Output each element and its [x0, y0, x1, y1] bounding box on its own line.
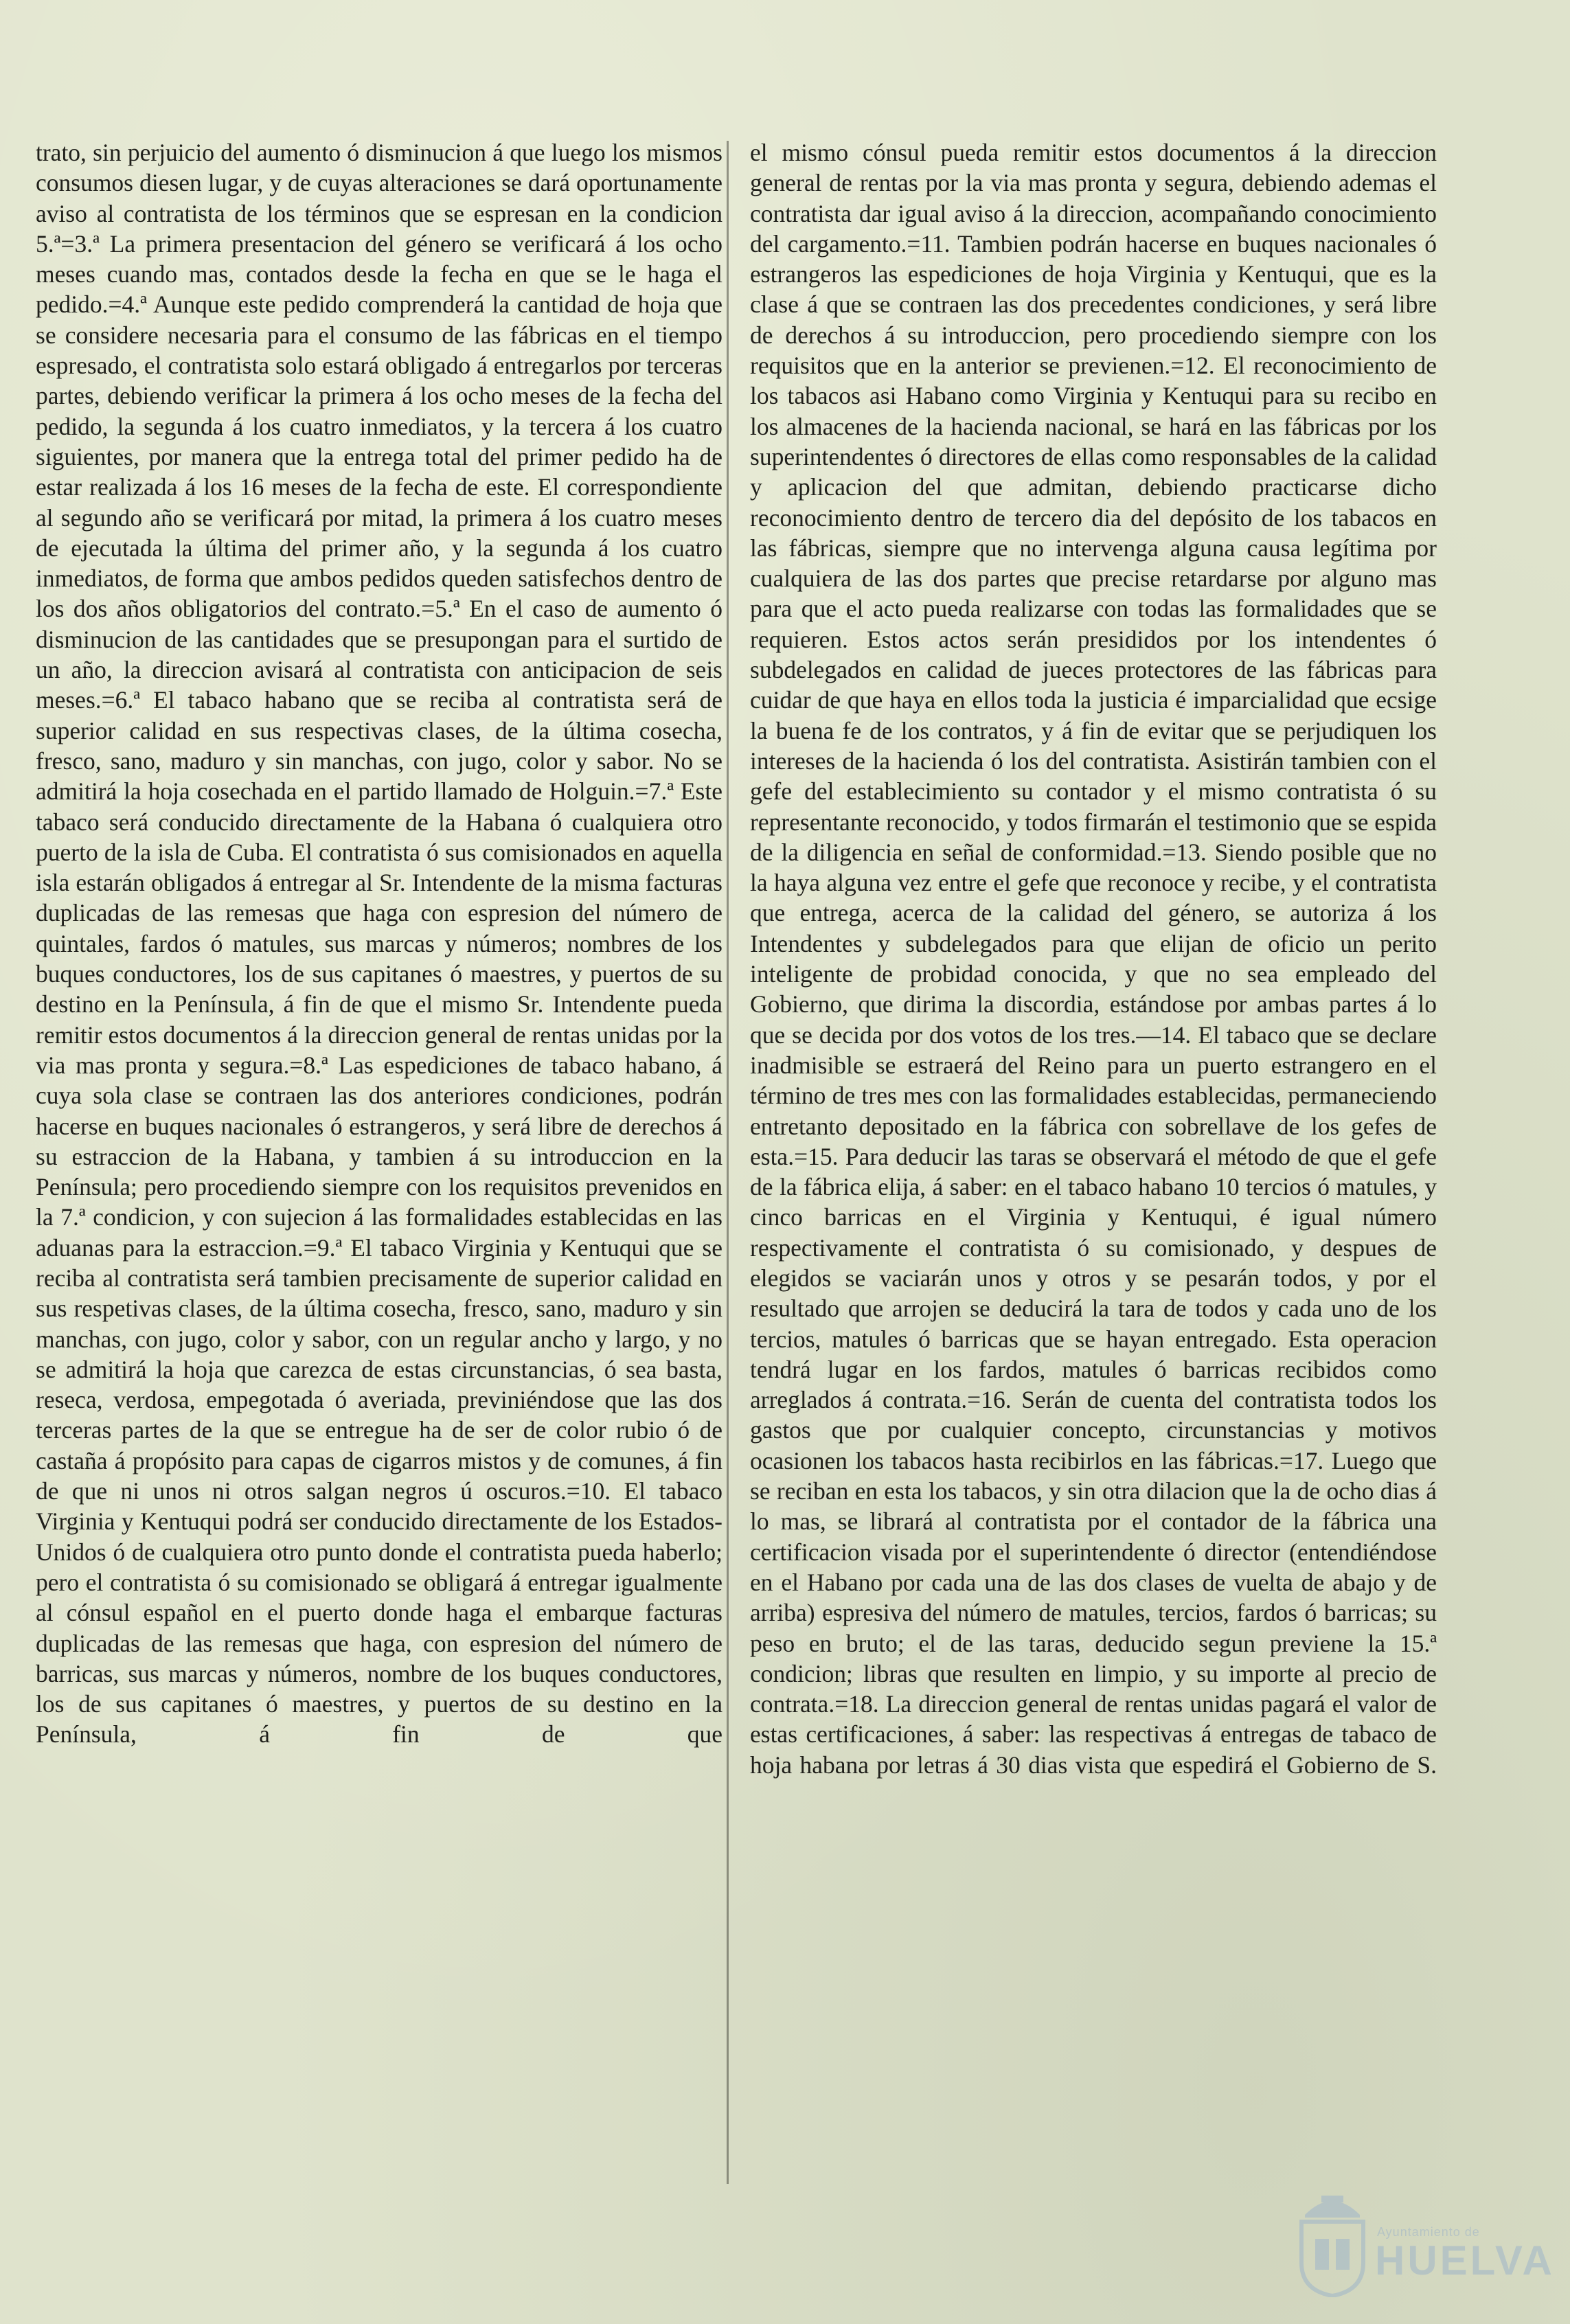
right-column-text: el mismo cónsul pueda remitir estos documentos á la direccion general de rentas por la via mas pronta y segura, debiendo ademas el contratista dar igual aviso á la direccion, acompañando conocimiento del cargamento.=11. Tambien podrán hacerse en buques nacionales ó estrangeros las espediciones de hoja Virginia y Kentuqui, que es la clase á que se contraen las dos precedentes condiciones, y será libre de derechos á su introduccion, pero procediendo siempre con los requisitos que en la anterior se previenen.=12. El reconocimiento de los tabacos asi Habano como Virginia y Kentuqui para su recibo en los almacenes de la hacienda nacional, se hará en las fábricas por los superintendentes ó directores de ellas como responsables de la calidad y aplicacion del que admitan, debiendo practicarse dicho reconocimiento dentro de tercero dia del depósito de los tabacos en las fábricas, siempre que no intervenga alguna causa legítima por cualquiera de las dos partes que precise retardarse por alguno mas para que el acto pueda realizarse con todas las formalidades que se requieren. Estos actos serán presididos por los intendentes ó subdelegados en calidad de jueces protectores de las fábricas para cuidar de que haya en ellos toda la justicia é imparcialidad que ecsige la buena fe de los contratos, y á fin de evitar que se perjudiquen los intereses de la hacienda ó los del contratista. Asistirán tambien con el gefe del establecimiento su contador y el mismo contratista ó su representante reconocido, y todos firmarán el testimonio que se espida de la diligencia en señal de conformidad.=13. Siendo posible que no la haya alguna vez entre el gefe que reconoce y recibe, y el contratista que entrega, acerca de la calidad del género, se autoriza á los Intendentes y subdelegados para que elijan de oficio un perito inteligente de probidad conocida, y que no sea empleado del Gobierno, que dirima la discordia, estándose por ambas partes á lo que se decida por dos votos de los tres.—14. El tabaco que se declare inadmisible se estraerá del Reino para un puerto estrangero en el término de tres mes con las formalidades establecidas, permaneciendo entretanto depositado en la fábrica con sobrellave de los gefes de esta.=15. Para deducir las taras se observará el método de que el gefe de la fábrica elija, á saber: en el tabaco habano 10 tercios ó matules, y cinco barricas en el Virginia y Kentuqui, é igual número respectivamente el contratista ó su comisionado, y despues de elegidos se vaciarán unos y otros y se pesarán todos, y por el resultado que arrojen se deducirá la tara de todos y cada uno de los tercios, matules ó barricas que se hayan entregado. Esta operacion tendrá lugar en los fardos, matules ó barricas recibidos como arreglados á contrata.=16. Serán de cuenta del contratista todos los gastos que por cualquier concepto, circunstancias y motivos ocasionen los tabacos hasta recibirlos en las fábricas.=17. Luego que se reciban en esta los tabacos, y sin otra dilacion que la de ocho dias á lo mas, se librará al contratista por el contador de la fábrica una certificacion visada por el superintendente ó director (entendiéndose en el Habano por cada una de las dos clases de vuelta de abajo y de arriba) espresiva del número de matules, tercios, fardos ó barricas; su peso en bruto; el de las taras, deducido segun previene la 15.ª condicion; libras que resulten en limpio, y su importe al precio de contrata.=18. La direccion general de rentas unidas pagará el valor de estas certificaciones, á saber: las respectivas á entregas de tabaco de hoja habana por letras á 30 dias vista que espedirá el Gobierno de S.: [750, 139, 1437, 1779]
column-divider: [727, 141, 729, 2184]
left-column-text: trato, sin perjuicio del aumento ó disminucion á que luego los mismos consumos diesen lugar, y de cuyas alteraciones se dará oportunamente aviso al contratista de los términos que se espresan en la condicion 5.ª=3.ª La primera presentacion del género se verificará á los ocho meses cuando mas, contados desde la fecha en que se le haga el pedido.=4.ª Aunque este pedido comprenderá la cantidad de hoja que se considere necesaria para el consumo de las fábricas en el tiempo espresado, el contratista solo estará obligado á entregarlos por terceras partes, debiendo verificar la primera á los ocho meses de la fecha del pedido, la segunda á los cuatro inmediatos, y la tercera á los cuatro siguientes, por manera que la entrega total del primer pedido ha de estar realizada á los 16 meses de la fecha de este. El correspondiente al segundo año se verificará por mitad, la primera á los cuatro meses de ejecutada la última del primer año, y la segunda á los cuatro inmediatos, de forma que ambos pedidos queden satisfechos dentro de los dos años obligatorios del contrato.=5.ª En el caso de aumento ó disminucion de las cantidades que se presupongan para el surtido de un año, la direccion avisará al contratista con anticipacion de seis meses.=6.ª El tabaco habano que se reciba al contratista será de superior calidad en sus respectivas clases, de la última cosecha, fresco, sano, maduro y sin manchas, con jugo, color y sabor. No se admitirá la hoja cosechada en el partido llamado de Holguin.=7.ª Este tabaco será conducido directamente de la Habana ó cualquiera otro puerto de la isla de Cuba. El contratista ó sus comisionados en aquella isla estarán obligados á entregar al Sr. Intendente de la misma facturas duplicadas de las remesas que haga con espresion del número de quintales, fardos ó matules, sus marcas y números; nombres de los buques conductores, los de sus capitanes ó maestres, y puertos de su destino en la Península, á fin de que el mismo Sr. Intendente pueda remitir estos documentos á la direccion general de rentas unidas por la via mas pronta y segura.=8.ª Las espediciones de tabaco habano, á cuya sola clase se contraen las dos anteriores condiciones, podrán hacerse en buques nacionales ó estrangeros, y será libre de derechos á su estraccion de la Habana, y tambien á su introduccion en la Península; pero procediendo siempre con los requisitos prevenidos en la 7.ª condicion, y con sujecion á las formalidades establecidas en las aduanas para la estraccion.=9.ª El tabaco Virginia y Kentuqui que se reciba al contratista será tambien precisamente de superior calidad en sus respetivas clases, de la última cosecha, fresco, sano, maduro y sin manchas, con jugo, color y sabor, con un regular ancho y largo, y no se admitirá la hoja que carezca de estas circunstancias, ó sea basta, reseca, verdosa, empegotada ó averiada, previniéndose que las dos terceras partes de la que se entregue ha de ser de color rubio ó de castaña á propósito para capas de cigarros mistos y de comunes, á fin de que ni unos ni otros salgan negros ú oscuros.=10. El tabaco Virginia y Kentuqui podrá ser conducido directamente de los Estados-Unidos ó de cualquiera otro punto donde el contratista pueda haberlo; pero el contratista ó su comisionado se obligará á entregar igualmente al cónsul español en el puerto donde haga el embarque facturas duplicadas de las remesas que haga, con espresion del número de barricas, sus marcas y números, nombre de los buques conductores, los de sus capitanes ó maestres, y puertos de su destino en la Península, á fin de que: [36, 139, 723, 1748]
watermark-title: HUELVA: [1375, 2237, 1555, 2283]
left-column: [36, 137, 723, 2225]
coat-of-arms-icon: [1291, 2187, 1374, 2297]
watermark-subtitle: Ayuntamiento de: [1377, 2225, 1480, 2239]
huelva-watermark: [1291, 2187, 1555, 2304]
right-column: [750, 137, 1437, 2225]
